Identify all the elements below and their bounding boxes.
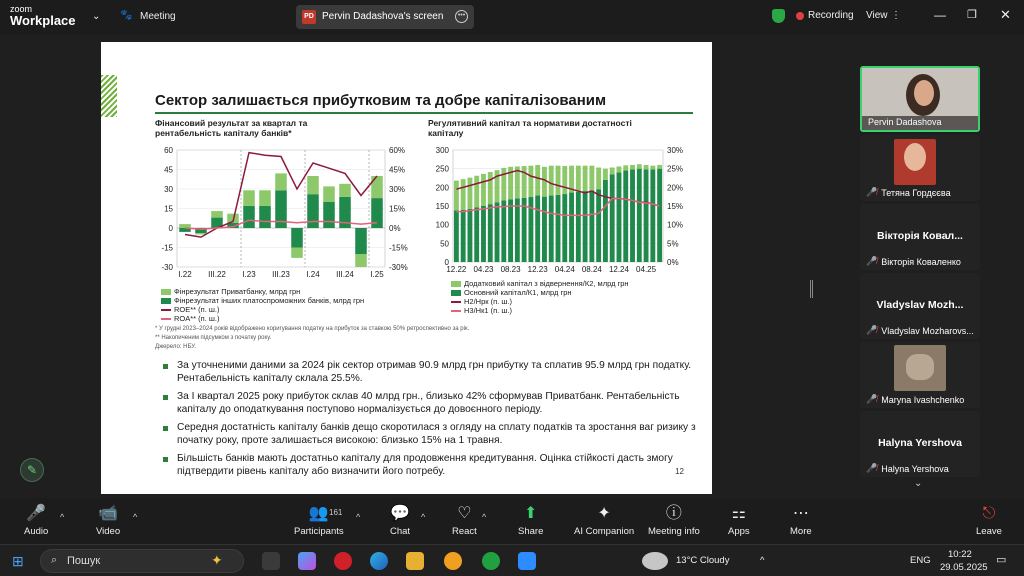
browser-icon[interactable] (444, 552, 462, 570)
y-tick-label-left: -15 (161, 243, 173, 253)
slide-bullets (163, 360, 703, 484)
mic-muted-icon: 🎤̸ (866, 256, 878, 266)
weather-cloud-icon (642, 552, 668, 570)
bar-segment (630, 165, 635, 169)
y-tick-label-left: 45 (164, 165, 173, 175)
apps-button[interactable]: ⚏ Apps (728, 505, 750, 537)
bar-segment (657, 169, 662, 262)
video-off-icon: 📹 (98, 505, 119, 522)
meeting-label[interactable]: Meeting (140, 11, 176, 22)
left-legend (161, 287, 364, 323)
x-tick-label: I.24 (306, 270, 320, 279)
y-tick-label-left: 150 (435, 202, 449, 211)
mic-muted-icon: 🎤̸ (866, 187, 878, 197)
participant-face (914, 80, 934, 106)
gallery-scroll-down-icon[interactable]: ⌄ (914, 478, 923, 489)
chrome-icon[interactable] (482, 552, 500, 570)
bar-segment (583, 166, 588, 191)
right-legend (451, 279, 629, 315)
mic-muted-icon: 🎤 (26, 505, 47, 522)
bar-segment (291, 228, 303, 248)
opera-icon[interactable] (334, 552, 352, 570)
bar-segment (474, 176, 479, 208)
slide-decoration (101, 75, 117, 117)
more-icon: ⋯ (792, 505, 809, 522)
audio-options-icon[interactable]: ^ (60, 512, 65, 522)
x-tick-label: I.23 (242, 270, 256, 279)
bar-segment (454, 181, 459, 211)
bar-segment (211, 211, 223, 218)
x-tick-label: 08.23 (500, 265, 521, 274)
bar-segment (467, 178, 472, 209)
bar-segment (259, 190, 271, 206)
copilot-icon[interactable] (298, 552, 316, 570)
bar-segment (603, 169, 608, 180)
y-tick-label-left: -30 (161, 263, 173, 272)
bar-segment (488, 204, 493, 262)
task-view-icon[interactable] (262, 552, 280, 570)
legend-item: ROA** (п. ш.) (161, 314, 364, 323)
y-tick-label-right: 45% (389, 165, 406, 175)
bar-segment (576, 192, 581, 262)
y-tick-label-left: 30 (164, 185, 173, 194)
participants-options-icon[interactable]: ^ (356, 512, 361, 522)
bar-segment (307, 194, 319, 228)
bar-segment (623, 165, 628, 170)
bar-segment (515, 199, 520, 262)
bar-segment (259, 206, 271, 228)
zoom-logo: zoom Workplace (10, 4, 76, 28)
bar-segment (454, 210, 459, 262)
restore-icon[interactable]: ❐ (967, 9, 977, 21)
bar-segment (461, 179, 466, 210)
heart-icon: ♡ (457, 505, 472, 522)
y-tick-label-left: 50 (440, 239, 449, 249)
bar-segment (637, 164, 642, 168)
participant-tile[interactable] (860, 342, 980, 408)
video-button[interactable]: 📹 Video (96, 505, 121, 537)
chat-options-icon[interactable]: ^ (421, 512, 426, 522)
participant-name: 🎤̸ Вікторія Коваленко (866, 256, 961, 267)
x-tick-label: 04.25 (636, 265, 657, 274)
bar-segment (562, 194, 567, 262)
participant-name: 🎤̸ Тетяна Гордєєва (866, 187, 951, 198)
weather-text[interactable]: 13°C Cloudy (676, 555, 730, 566)
y-tick-label-left: 0 (444, 258, 449, 267)
y-tick-label-left: 0 (168, 224, 173, 233)
bar-segment (644, 169, 649, 262)
windows-start-icon[interactable]: ⊞ (12, 553, 24, 569)
slide-title: Сектор залишається прибутковим та добре капіталізованим (155, 92, 607, 109)
info-icon: ⓘ (665, 505, 682, 522)
meeting-toolbar (0, 498, 1024, 544)
bar-segment (488, 172, 493, 204)
y-tick-label-left: 100 (435, 220, 449, 230)
more-button[interactable]: ⋯ More (790, 505, 812, 537)
bar-segment (323, 186, 335, 202)
bar-segment (501, 200, 506, 262)
right-chart-title: Регулятивний капітал та нормативи достатності капіталу (428, 118, 632, 138)
bar-segment (467, 209, 472, 262)
view-more-icon[interactable]: ⋮ (891, 10, 901, 21)
legend-item: Основний капітал/К1, млрд грн (451, 288, 629, 297)
y-tick-label-right: 25% (667, 164, 684, 174)
legend-swatch (451, 301, 461, 303)
edge-icon[interactable] (370, 552, 388, 570)
bar-segment (569, 193, 574, 262)
participant-name: 🎤̸ Halyna Yershova (866, 463, 949, 474)
legend-item: Додатковий капітал з відвернення/К2, млрд грн (451, 279, 629, 288)
legend-swatch (161, 289, 171, 295)
right-chart (421, 142, 701, 282)
zoom-taskbar-icon[interactable] (518, 552, 536, 570)
x-tick-label: III.23 (272, 270, 290, 279)
notification-icon[interactable]: ▭ (996, 554, 1007, 566)
x-tick-label: 08.24 (581, 265, 602, 274)
x-tick-label: 12.24 (608, 265, 629, 274)
presentation-slide (101, 42, 712, 494)
react-options-icon[interactable]: ^ (482, 512, 487, 522)
leave-button[interactable]: ⎋ Leave (976, 505, 1002, 537)
bar-segment (461, 210, 466, 262)
bar-segment (589, 166, 594, 191)
windows-taskbar (0, 544, 1024, 576)
slide-notes: * У грудні 2023–2024 років відображено коригування податку на прибуток за ставкою 50% ретроспективно за рік. ** Накопиченим підсумком з початку року. Джерело: НБУ. (155, 326, 470, 350)
y-tick-label-right: 0% (667, 258, 679, 267)
x-tick-label: I.25 (370, 270, 384, 279)
y-tick-label-right: -15% (389, 243, 408, 253)
y-tick-label-left: 15 (164, 204, 173, 214)
participants-button[interactable]: 👥 Participants (294, 505, 344, 537)
bar-segment (474, 207, 479, 262)
recording-label[interactable]: Recording (808, 10, 854, 21)
bar-segment (291, 248, 303, 258)
bullet-item: За уточненими даними за 2024 рік сектор отримав 90.9 млрд грн прибутку та сплатив 95.9 млрд грн податку. Рентабельність капіталу склала 25.5%. (163, 360, 703, 385)
file-explorer-icon[interactable] (406, 552, 424, 570)
mic-muted-icon: 🎤̸ (866, 463, 878, 473)
ai-companion-button[interactable]: ✦ AI Companion (574, 505, 635, 537)
left-chart (147, 142, 417, 282)
bar-segment (355, 254, 367, 267)
participants-count: 161 (329, 508, 343, 517)
apps-icon: ⚏ (731, 505, 746, 522)
bar-segment (275, 173, 287, 190)
legend-item: Н3/Нк1 (п. ш.) (451, 306, 629, 315)
bar-segment (243, 190, 255, 206)
bar-segment (323, 202, 335, 228)
y-tick-label-right: 5% (667, 239, 679, 249)
y-tick-label-left: 200 (435, 183, 449, 193)
view-button[interactable]: View (866, 10, 888, 21)
leave-door-icon: ⎋ (982, 505, 996, 522)
x-tick-label: 12.23 (527, 265, 548, 274)
y-tick-label-left: 300 (435, 146, 449, 155)
audio-button[interactable]: 🎤 Audio (24, 505, 49, 537)
bar-segment (596, 168, 601, 190)
bar-segment (495, 202, 500, 262)
participant-tile[interactable] (860, 273, 980, 339)
legend-swatch (451, 310, 461, 312)
participant-tile-active[interactable] (860, 66, 980, 132)
bar-segment (617, 166, 622, 172)
sparkle-icon: ✦ (597, 505, 611, 522)
y-tick-label-right: 60% (389, 146, 406, 155)
bar-segment (243, 206, 255, 228)
bar-segment (522, 198, 527, 262)
participant-display-name: Halyna Yershova (878, 437, 962, 449)
chevron-down-icon[interactable]: ⌄ (92, 11, 101, 22)
language-indicator[interactable]: ENG (910, 555, 931, 566)
meeting-paw-icon[interactable]: 🐾 (120, 10, 133, 21)
y-tick-label-right: 30% (667, 146, 684, 155)
y-tick-label-left: 250 (435, 164, 449, 174)
legend-swatch (161, 309, 171, 311)
chat-icon: 💬 (390, 505, 410, 522)
bar-segment (596, 189, 601, 262)
chat-button[interactable]: 💬 Chat (390, 505, 411, 537)
legend-swatch (451, 281, 461, 287)
recording-dot-icon (796, 12, 804, 20)
bar-segment (535, 165, 540, 196)
bar-segment (528, 166, 533, 197)
react-button[interactable]: ♡ React (452, 505, 477, 537)
participant-avatar-cat (906, 354, 934, 380)
bar-segment (481, 174, 486, 206)
bar-segment (542, 197, 547, 262)
bar-segment (623, 171, 628, 262)
participant-name: 🎤̸ Vladyslav Mozharovs... (866, 325, 974, 336)
bar-segment (307, 176, 319, 194)
screen-share-pill[interactable] (296, 5, 474, 29)
x-tick-label: 12.22 (446, 265, 467, 274)
participants-icon: 👥 (308, 505, 329, 522)
bar-segment (549, 196, 554, 262)
bar-segment (576, 166, 581, 192)
y-tick-label-right: 0% (389, 224, 401, 233)
bar-segment (556, 195, 561, 262)
legend-item: Фінрезультат інших платоспроможних банків, млрд грн (161, 296, 364, 305)
bar-segment (549, 166, 554, 196)
participant-tile[interactable] (860, 411, 980, 477)
x-tick-label: III.24 (336, 270, 354, 279)
bar-segment (610, 168, 615, 175)
bar-segment (603, 180, 608, 262)
clock-date[interactable]: 29.05.2025 (940, 562, 988, 573)
tray-overflow-icon[interactable]: ^ (760, 555, 765, 566)
bar-segment (650, 166, 655, 170)
bar-segment (481, 206, 486, 262)
bar-segment (339, 184, 351, 197)
left-chart-title: Фінансовий результат за квартал та рентабельність капіталу банків* (155, 118, 308, 138)
splitter-handle[interactable] (810, 280, 813, 298)
bar-segment (589, 190, 594, 262)
search-icon: ⌕ (51, 554, 58, 566)
y-tick-label-right: 15% (667, 202, 684, 211)
title-rule (155, 112, 693, 114)
y-tick-label-right: 10% (667, 220, 684, 230)
y-tick-label-right: 20% (667, 183, 684, 193)
bar-segment (508, 199, 513, 262)
more-options-icon[interactable]: ••• (455, 10, 468, 23)
participant-name: 🎤̸ Maryna Ivashchenko (866, 394, 965, 405)
bar-segment (501, 168, 506, 200)
screen-title: Pervin Dadashova's screen (322, 11, 444, 22)
presenter-badge: PD (302, 10, 316, 24)
share-button[interactable]: ⬆ Share (518, 505, 544, 537)
bar-segment (542, 167, 547, 197)
legend-item: ROE** (п. ш.) (161, 305, 364, 314)
legend-item: Н2/Нрк (п. ш.) (451, 297, 629, 306)
legend-swatch (451, 290, 461, 296)
bar-segment (630, 169, 635, 262)
share-icon: ⬆ (523, 505, 538, 522)
bullet-item: Середня достатність капіталу банків дещо скоротилася з огляду на сплату податків та зростання ваг ризику з початку року, проте залишається високою: близько 15% на 1 травня. (163, 422, 703, 447)
x-tick-label: III.22 (208, 270, 226, 279)
mic-muted-icon: 🎤̸ (866, 394, 878, 404)
participant-tile[interactable] (860, 135, 980, 201)
bar-segment (562, 166, 567, 194)
y-tick-label-right: 30% (389, 185, 406, 194)
y-tick-label-right: -30% (389, 263, 408, 272)
legend-item: Фінрезультат Приватбанку, млрд грн (161, 287, 364, 296)
zoom-top-bar (0, 0, 1024, 34)
copilot-sparkle-icon: ✦ (211, 552, 223, 568)
participant-display-name: Вікторія Ковал... (877, 230, 963, 242)
annotate-pencil-icon[interactable]: ✎ (20, 458, 44, 482)
legend-swatch (161, 298, 171, 304)
bullet-item: Більшість банків мають достатньо капіталу для продовження кредитування. Оцінка стійкості дасть змогу підтвердити рівень капіталу або визначити його потребу. (163, 453, 703, 478)
bar-segment (617, 172, 622, 262)
mic-muted-icon: 🎤̸ (866, 325, 878, 335)
bar-segment (535, 196, 540, 262)
bar-segment (644, 165, 649, 169)
participant-tile[interactable] (860, 204, 980, 270)
minimize-icon[interactable]: — (934, 8, 946, 22)
bar-segment (371, 176, 383, 198)
bar-segment (583, 191, 588, 262)
page-number: 12 (675, 467, 684, 476)
bar-segment (650, 169, 655, 262)
bar-segment (556, 166, 561, 195)
video-options-icon[interactable]: ^ (133, 512, 138, 522)
meeting-info-button[interactable]: ⓘ Meeting info (648, 505, 700, 537)
shield-icon[interactable] (772, 9, 785, 23)
close-icon[interactable]: ✕ (1000, 7, 1011, 22)
y-tick-label-left: 60 (164, 146, 173, 155)
taskbar-search[interactable] (40, 549, 244, 573)
bullet-item: За І квартал 2025 року прибуток склав 40 млрд грн., близько 42% сформував Приватбанк. Рентабельність капіталу до оподаткування поступово нормалізується до довоєнного періоду. (163, 391, 703, 416)
bar-segment (179, 224, 191, 228)
x-tick-label: I.22 (178, 270, 192, 279)
bar-segment (355, 228, 367, 254)
participant-display-name: Vladyslav Mozh... (876, 299, 964, 311)
bar-segment (637, 169, 642, 262)
y-tick-label-right: 15% (389, 204, 406, 214)
participant-name: Pervin Dadashova (868, 117, 942, 127)
bar-segment (610, 174, 615, 262)
participant-face (904, 143, 926, 171)
clock-time[interactable]: 10:22 (948, 549, 972, 560)
legend-swatch (161, 318, 171, 320)
bar-segment (522, 166, 527, 198)
search-placeholder: Пошук (67, 555, 101, 567)
x-tick-label: 04.23 (473, 265, 494, 274)
bar-segment (657, 165, 662, 169)
x-tick-label: 04.24 (554, 265, 575, 274)
